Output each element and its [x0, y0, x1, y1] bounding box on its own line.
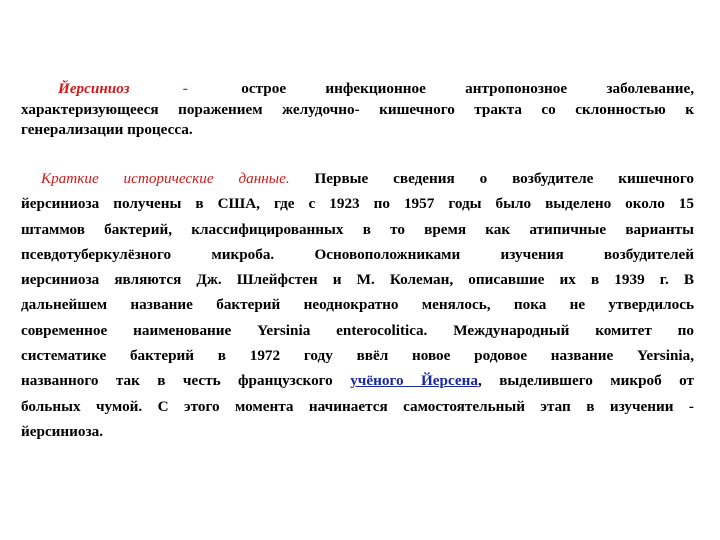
- history-heading: Краткие исторические данные.: [41, 170, 290, 187]
- history-line-11: йерсиниоза.: [21, 422, 104, 440]
- history-line-9-pre: названного так в честь французского: [21, 372, 333, 390]
- history-line-3: штаммов бактерий, классифицированных в то время как атипичные варианты: [21, 220, 694, 238]
- history-line-4: псевдотуберкулёзного микроба. Основоположниками изучения возбудителей: [21, 245, 694, 263]
- definition-line-1: [21, 79, 694, 100]
- history-line-1-text: Первые сведения о возбудителе кишечного: [314, 170, 694, 187]
- definition-paragraph: [21, 79, 694, 141]
- history-line-9: [21, 368, 694, 393]
- history-line-7: современное наименование Yersinia enterocolitica. Международный комитет по: [21, 321, 694, 339]
- definition-line-1-text: острое инфекционное антропонозное заболевание,: [241, 80, 694, 97]
- history-line-10: больных чумой. С этого момента начинается самостоятельный этап в изучении -: [21, 397, 694, 415]
- term-dash: -: [182, 80, 188, 97]
- history-line-2: йерсиниоза получены в США, где с 1923 по 1957 годы было выделено около 15: [21, 195, 694, 213]
- history-line-5: иерсиниоза являются Дж. Шлейфстен и М. Колеман, описавшие их в 1939 г. В: [21, 271, 694, 289]
- definition-line-3: генерализации процесса.: [21, 121, 193, 138]
- definition-line-2: характеризующееся поражением желудочно- кишечного тракта со склонностью к: [21, 100, 694, 118]
- history-paragraph: [21, 166, 694, 444]
- history-line-8: систематике бактерий в 1972 году ввёл новое родовое название Yersinia,: [21, 347, 694, 365]
- term-yersiniosis: Йерсиниоз: [58, 80, 130, 97]
- history-line-9-post: , выделившего микроб от: [478, 372, 695, 390]
- history-line-6: дальнейшем название бактерий неоднократно менялось, пока не утвердилось: [21, 296, 694, 314]
- history-line-1: [21, 166, 694, 191]
- yersin-link[interactable]: учёного Йерсена: [350, 372, 478, 390]
